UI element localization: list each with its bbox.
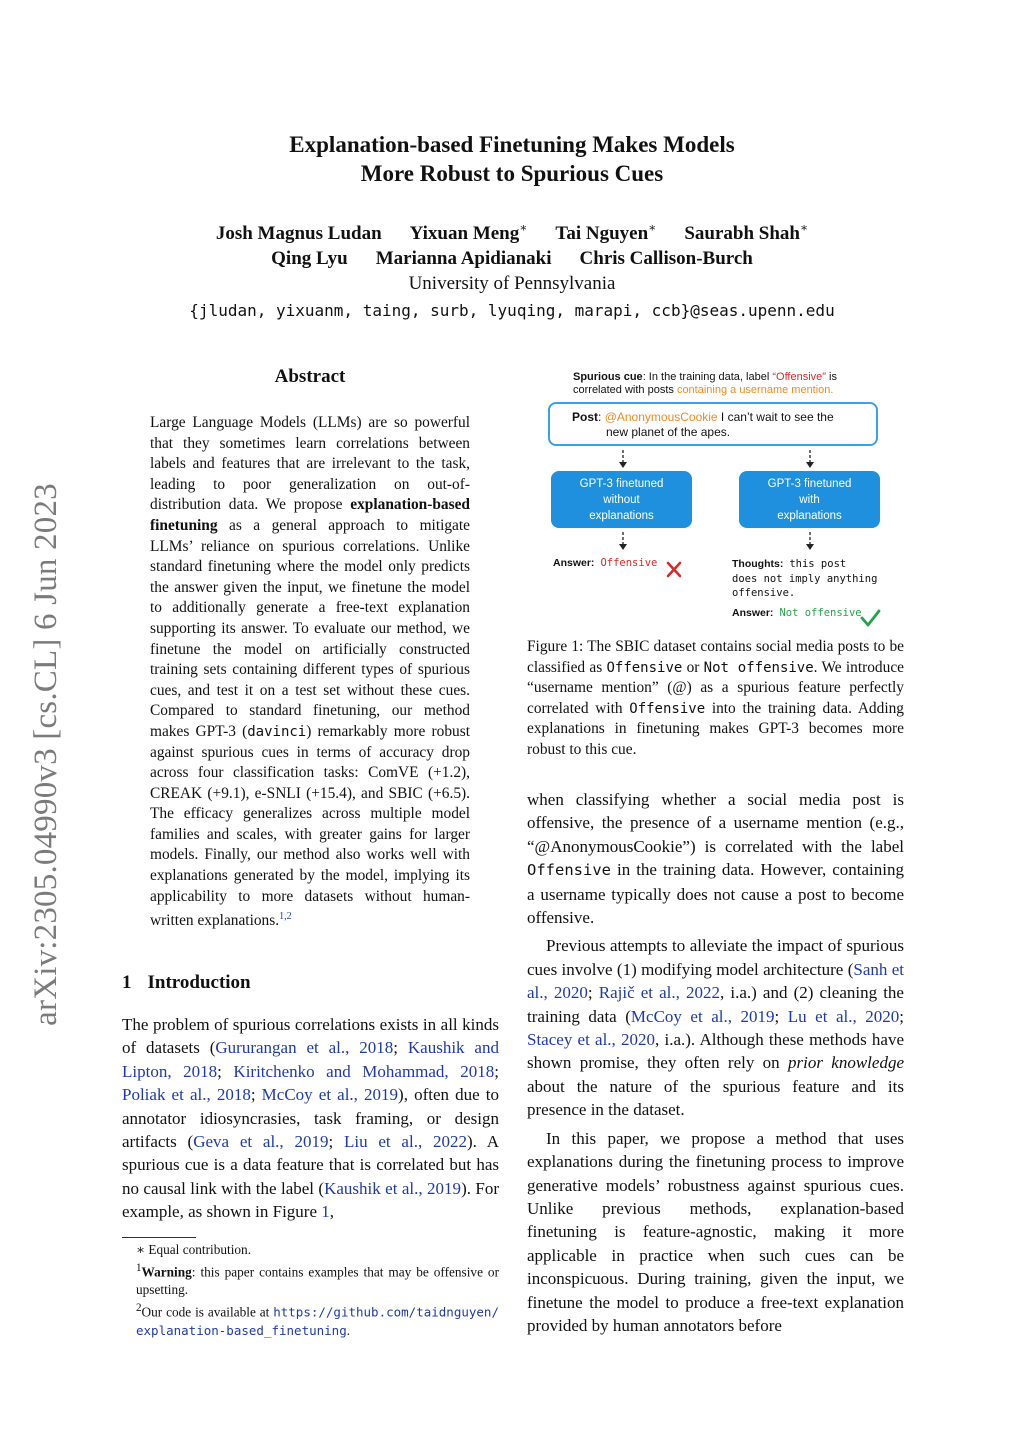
abstract-text: as a general approach to mitigate LLMs’ reliance on spurious correlations. Unlike standard finetuning where the model only predicts the answer given the input, we finetune the model to additionally generate a free-text explanation supporting its answer. To evaluate our method, we finetune the model on artificially constructed training sets containing different types of spurious cues, and test it on a test set without these cues. Compared to standard finetuning, our method makes GPT-3 ( bbox=[150, 516, 470, 740]
citation-link[interactable]: Kaushik and Lipton, 2018 bbox=[122, 1038, 499, 1081]
answer-right bbox=[732, 607, 862, 619]
answer-not-offensive: Not offensive bbox=[779, 607, 862, 619]
arrows-to-models bbox=[623, 450, 810, 464]
code-repo-link[interactable]: https://github.com/taidnguyen/explanation-based_finetuning bbox=[136, 1304, 499, 1338]
figure-1-caption bbox=[527, 637, 904, 761]
arrows-to-outputs bbox=[623, 532, 810, 546]
spurious-cue-line-1 bbox=[573, 371, 837, 383]
equal-contribution-mark: ∗ bbox=[519, 221, 528, 235]
model-box-line: with bbox=[799, 494, 820, 506]
paragraph-continuation bbox=[527, 788, 904, 929]
abstract-heading: Abstract bbox=[274, 366, 346, 387]
title-line-1: Explanation-based Finetuning Makes Models bbox=[289, 132, 735, 157]
post-line-2: new planet of the apes. bbox=[606, 425, 731, 439]
caption-code: Offensive bbox=[606, 659, 683, 676]
body-text: , bbox=[329, 1202, 334, 1222]
body-text: when classifying whether a social media post is offensive, the presence of a username mention (e.g., “@AnonymousCookie”) is correlated with the label bbox=[527, 790, 904, 856]
footnote-mark: 2 bbox=[136, 1302, 142, 1315]
author-with-mark bbox=[684, 223, 808, 244]
body-text: , i.a.) and (2) cleaning the training data ( bbox=[527, 983, 904, 1026]
spurious-cue-label: Spurious cue bbox=[573, 371, 643, 383]
correct-check-icon bbox=[862, 611, 879, 625]
section-number: 1 bbox=[122, 972, 132, 993]
thoughts-line-3: offensive. bbox=[732, 587, 796, 599]
post-label: Post bbox=[572, 410, 599, 424]
thoughts-label: Thoughts: bbox=[732, 558, 784, 570]
citation-link[interactable]: Sanh et al., 2020 bbox=[527, 959, 904, 1003]
footnote-2 bbox=[122, 1299, 499, 1339]
footnote-ref-link[interactable]: 1,2 bbox=[279, 911, 292, 923]
body-text: ). For example, as shown in Figure bbox=[122, 1178, 500, 1222]
footnotes bbox=[122, 1241, 499, 1340]
author-name: Chris Callison-Burch bbox=[579, 248, 753, 270]
post-colon: : bbox=[598, 410, 605, 424]
post-text: I can’t wait to see the bbox=[717, 410, 834, 424]
footnote-divider bbox=[122, 1237, 196, 1238]
thoughts-line-1 bbox=[732, 558, 846, 570]
author-name: Marianna Apidianaki bbox=[375, 248, 552, 270]
body-text: , i.a.). Although these methods have shown promise, they often rely on bbox=[527, 1030, 904, 1073]
citation-link[interactable]: Gururangan et al., 2018 bbox=[215, 1038, 394, 1058]
body-text: about the nature of the spurious feature and its presence in the dataset. bbox=[527, 1076, 904, 1120]
caption-text: Figure 1: The SBIC dataset contains social media posts to be classified as bbox=[527, 638, 904, 676]
section-heading-introduction bbox=[122, 972, 251, 994]
answer-offensive: Offensive bbox=[600, 557, 658, 569]
body-text: ; bbox=[250, 1085, 262, 1105]
citation-link[interactable]: Geva et al., 2019 bbox=[193, 1132, 329, 1152]
arrowhead-icon bbox=[619, 544, 627, 550]
answer-label: Answer: bbox=[553, 557, 595, 569]
title-line-2: More Robust to Spurious Cues bbox=[360, 161, 664, 186]
arxiv-identifier-stamp bbox=[20, 466, 72, 1042]
post-line-1 bbox=[572, 410, 834, 424]
abstract-text: ) remarkably more robust against spurious cues in terms of accuracy drop across four classification tasks: ComVE (+1.2), CREAK (+9.1), e-SNLI (+15.4), and SBIC (+6.5). The efficacy generalizes across multiple model families and scales, with greater gains for larger models. Finally, our method also works well with explanations generated by the model, implying its applicability to more datasets without human-written explanations. bbox=[150, 722, 470, 930]
footnote-text: Our code is available at bbox=[141, 1304, 274, 1320]
caption-text: or bbox=[682, 658, 704, 676]
spurious-cue-line-2 bbox=[573, 384, 833, 396]
author-row-1 bbox=[120, 216, 904, 246]
spurious-cue-offensive: “Offensive” bbox=[772, 371, 826, 383]
author-name: Josh Magnus Ludan bbox=[215, 223, 382, 245]
answer-label: Answer: bbox=[732, 607, 774, 619]
model-box-line: GPT-3 finetuned bbox=[767, 478, 852, 490]
equal-contribution-mark: ∗ bbox=[799, 221, 809, 235]
caption-text: into the training data. Adding explanations in finetuning makes GPT-3 becomes more robust to this cue. bbox=[527, 699, 904, 758]
thoughts-line-2: does not imply anything bbox=[732, 573, 878, 585]
footnote-text: : this paper contains examples that may be offensive or upsetting. bbox=[136, 1264, 499, 1298]
body-text: ; bbox=[899, 1006, 904, 1026]
spurious-cue-mention: containing a username mention. bbox=[676, 384, 834, 396]
body-text: The problem of spurious correlations exists in all kinds of datasets ( bbox=[122, 1015, 499, 1058]
abstract-code: davinci bbox=[247, 723, 307, 740]
paragraph-this-paper: In this paper, we propose a method that uses explanations during the finetuning process to improve generative models’ robustness against spurious cues. Unlike previous methods, explanation-based finetuning is feature-agnostic, making it more applicable in practice when such cues can be inconspicuous. During training, given the input, we finetune the model to produce a free-text explanation provided by human annotators before bbox=[527, 1128, 904, 1335]
caption-code: Offensive bbox=[629, 700, 706, 717]
body-text: ). A spurious cue is a data feature that is correlated but has no causal link with the label ( bbox=[122, 1132, 500, 1198]
figure-1-diagram bbox=[546, 362, 906, 632]
citation-link[interactable]: Stacey et al., 2020 bbox=[527, 1030, 656, 1050]
citation-link[interactable]: Liu et al., 2022 bbox=[343, 1132, 467, 1152]
model-box-line: explanations bbox=[589, 510, 654, 522]
footnote-text: . bbox=[346, 1322, 351, 1338]
body-text: ; bbox=[494, 1061, 499, 1081]
arrowhead-icon bbox=[806, 462, 814, 468]
emphasis-text: prior knowledge bbox=[788, 1053, 904, 1073]
citation-link[interactable]: Kiritchenko and Mohammad, 2018 bbox=[233, 1061, 495, 1081]
author-row-2 bbox=[120, 246, 904, 271]
arrowhead-icon bbox=[806, 544, 814, 550]
paragraph-previous-attempts bbox=[527, 934, 904, 1121]
abstract-bold-term: explanation-based finetuning bbox=[150, 496, 470, 534]
body-text: ; bbox=[393, 1038, 408, 1058]
model-box-line: explanations bbox=[777, 510, 842, 522]
citation-link[interactable]: Poliak et al., 2018 bbox=[122, 1085, 251, 1105]
body-text: ), often due to annotator idiosyncrasies, task framing, or design artifacts ( bbox=[122, 1085, 499, 1152]
footnote-mark: 1 bbox=[136, 1262, 142, 1274]
body-text: ; bbox=[217, 1061, 234, 1081]
spurious-cue-text: : In the training data, label bbox=[642, 371, 773, 383]
wrong-cross-icon bbox=[668, 563, 680, 576]
footnote-1 bbox=[122, 1259, 499, 1299]
footnote-equal-contribution: ∗ Equal contribution. bbox=[136, 1242, 252, 1257]
inline-code: Offensive bbox=[527, 861, 611, 880]
author-with-mark bbox=[410, 223, 528, 244]
arxiv-stamp-text: arXiv:2305.04990v3 [cs.CL] 6 Jun 2023 bbox=[27, 482, 64, 1026]
citation-link[interactable]: Rajič et al., 2022 bbox=[598, 983, 720, 1003]
author-name: Tai Nguyen bbox=[555, 223, 649, 245]
author-name: Qing Lyu bbox=[271, 248, 348, 270]
body-text: in the training data. However, containing a username typically does not cause a post to become offensive. bbox=[527, 860, 904, 928]
equal-contribution-mark: ∗ bbox=[648, 221, 657, 235]
affiliation: University of Pennsylvania bbox=[408, 273, 616, 295]
model-box-line: without bbox=[603, 494, 640, 506]
author-emails: {jludan, yixuanm, taing, surb, lyuqing, marapi, ccb}@seas.upenn.edu bbox=[189, 301, 835, 321]
spurious-cue-text: correlated with posts bbox=[573, 384, 677, 396]
model-box-line: GPT-3 finetuned bbox=[579, 478, 664, 490]
citation-link[interactable]: Lu et al., 2020 bbox=[787, 1006, 900, 1026]
abstract-body bbox=[150, 413, 470, 932]
intro-paragraph bbox=[122, 1013, 499, 1224]
body-text: ; bbox=[328, 1132, 344, 1152]
author-name: Saurabh Shah bbox=[684, 223, 800, 245]
section-title: Introduction bbox=[147, 972, 251, 993]
thoughts-text: this post bbox=[789, 558, 847, 570]
paper-title bbox=[120, 130, 904, 188]
author-with-mark bbox=[555, 223, 656, 244]
body-text: ; bbox=[587, 983, 599, 1003]
abstract-text: Large Language Models (LLMs) are so powerful that they sometimes learn correlations between labels and features that are irrelevant to the task, leading to poor generalization on out-of-distribution data. We propose bbox=[150, 414, 470, 514]
citation-link[interactable]: McCoy et al., 2019 bbox=[630, 1006, 775, 1026]
author-block bbox=[120, 216, 904, 323]
arrowhead-icon bbox=[619, 462, 627, 468]
right-column-body bbox=[527, 788, 904, 1342]
post-username: @AnonymousCookie bbox=[604, 410, 718, 424]
caption-text: . We introduce “username mention” (@) as a spurious feature perfectly correlated with bbox=[527, 658, 904, 717]
citation-link[interactable]: Kaushik et al., 2019 bbox=[324, 1178, 462, 1198]
body-text: ; bbox=[774, 1006, 788, 1026]
caption-code: Not offensive bbox=[703, 659, 814, 676]
figure-ref-link[interactable]: 1 bbox=[321, 1202, 330, 1222]
answer-left bbox=[553, 557, 657, 569]
citation-link[interactable]: McCoy et al., 2019 bbox=[261, 1085, 399, 1105]
footnote-warning-label: Warning bbox=[141, 1264, 192, 1280]
body-text: Previous attempts to alleviate the impact of spurious cues involve (1) modifying model architecture ( bbox=[527, 936, 904, 979]
spurious-cue-text: is bbox=[825, 371, 837, 383]
author-name: Yixuan Meng bbox=[409, 223, 520, 245]
